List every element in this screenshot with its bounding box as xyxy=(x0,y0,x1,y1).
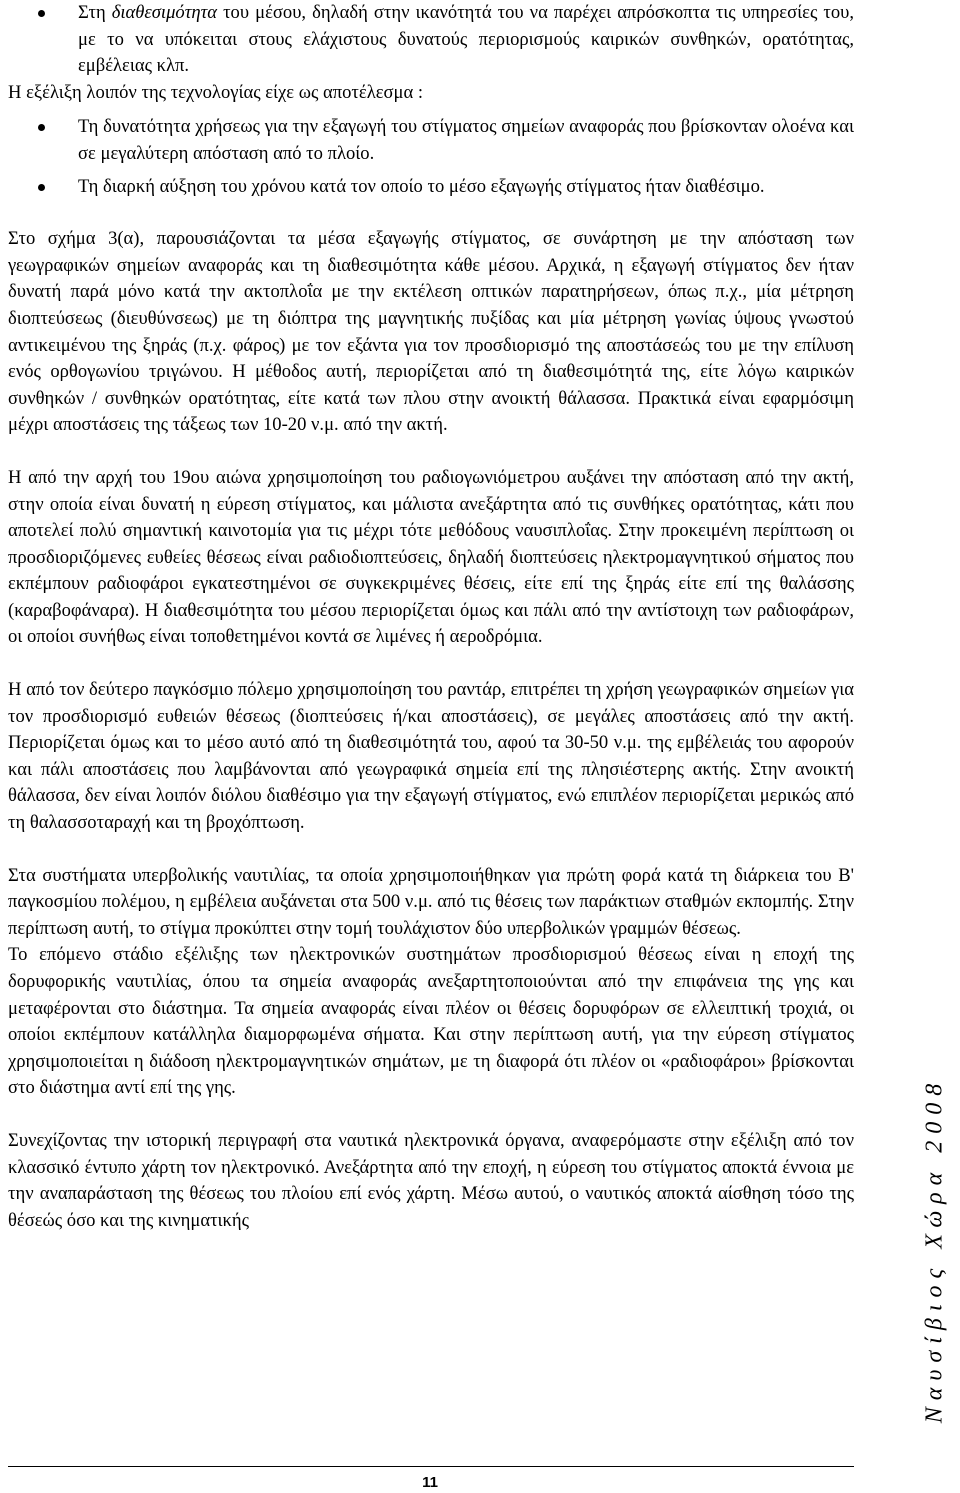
paragraph-radar: Η από τον δεύτερο παγκόσμιο πόλεμο χρησιμοποίηση του ραντάρ, επιτρέπει τη χρήση γεωγραφικών σημείων για τον προσδιορισμό ευθειών θέσεως (διοπτεύσεις ή/και αποστάσεις), σε μεγάλες αποστάσεις από την ακτή. Περιορίζεται όμως και το μέσο αυτό από τη διαθεσιμότητά του, αφού τα 30-50 ν.μ. της εμβέλειάς του αφορούν και πάλι αποστάσεις που λαμβάνονται από γεωγραφικά σημεία επί της πλησιέστερης ακτής. Στην ανοικτή θάλασσα, δεν είναι λοιπόν διόλου διαθέσιμο για την εξαγωγή στίγματος, ενώ επιπλέον περιορίζεται μερικώς από τη θαλασσοταραχή και τη βροχόπτωση. xyxy=(8,679,854,834)
intro-line: Η εξέλιξη λοιπόν της τεχνολογίας είχε ως αποτέλεσμα : xyxy=(8,81,424,103)
paragraph-electronic-charts: Συνεχίζοντας την ιστορική περιγραφή στα ναυτικά ηλεκτρονικά όργανα, αναφερόμαστε στην εξέλιξη από τον κλασσικό έντυπο χάρτη τον ηλεκτρονικό. Ανεξάρτητα από την εποχή, η εύρεση του στίγματος αποκτά έννοια με την αναπαράσταση της θέσεως του πλοίου επί ενός χάρτη. Μέσω αυτού, ο ναυτικός αποκτά αίσθηση τόσο της θέσεώς όσο και της κινηματικής xyxy=(8,1129,854,1231)
results-bullet-list xyxy=(8,114,854,200)
paragraph-visual-methods: Στο σχήμα 3(α), παρουσιάζονται τα μέσα εξαγωγής στίγματος, σε συνάρτηση με την απόσταση των γεωγραφικών σημείων αναφοράς και τη διαθεσιμότητα κάθε μέσου. Αρχικά, η εξαγωγή στίγματος δεν ήταν δυνατή παρά μόνο κατά την ακτοπλοΐα με την εκτέλεση οπτικών παρατηρήσεων, όπως π.χ., μία μέτρηση διοπτεύσεως (διευθύνσεως) με τη διόπτρα της μαγνητικής πυξίδας και μία μέτρηση γωνίας ύψους γνωστού αντικειμένου της ξηράς (π.χ. φάρος) με τον εξάντα για τον προσδιορισμό της αποστάσεώς του με την επίλυση ενός ορθογωνίου τριγώνου. Η μέθοδος αυτή, περιορίζεται από τη διαθεσιμότητά της, είτε λόγω καιρικών συνθηκών / συνθηκών ορατότητας, είτε κατά των πλου στην ανοικτή θάλασσα. Πρακτικά είναι εφαρμόσιμη μέχρι αποστάσεις της τάξεως των 10-20 ν.μ. από την ακτή. xyxy=(8,228,854,436)
spacer xyxy=(8,1102,854,1128)
availability-bullet-list xyxy=(8,0,854,80)
bullet-text: Τη δυνατότητα χρήσεως για την εξαγωγή του στίγματος σημείων αναφοράς που βρίσκονταν ολοένα και σε μεγαλύτερη απόσταση από το πλοίο. xyxy=(78,116,854,164)
bullet-dot-icon xyxy=(38,184,45,191)
spacer xyxy=(8,439,854,465)
bullet-text: Τη διαρκή αύξηση του χρόνου κατά τον οποίο το μέσο εξαγωγής στίγματος ήταν διαθέσιμο. xyxy=(78,175,765,197)
bullet-dot-icon xyxy=(38,10,45,17)
text-column xyxy=(8,0,854,1234)
bullet-italic-term: διαθεσιμότητα xyxy=(111,2,218,23)
footer-divider xyxy=(8,1466,854,1467)
bullet-item-duration xyxy=(8,174,854,201)
bullet-item-range xyxy=(8,114,854,167)
spacer xyxy=(8,837,854,863)
spacer xyxy=(8,200,854,226)
bullet-text-rest: του μέσου, δηλαδή στην ικανότητά του να παρέχει απρόσκοπτα τις υπηρεσίες του, με το να υπόκειται στους ελάχιστους δυνατούς περιορισμούς καιρικών συνθηκών, ορατότητας, εμβέλειας κλπ. xyxy=(78,2,854,77)
bullet-dot-icon xyxy=(38,124,45,131)
bullet-item-availability xyxy=(8,0,854,80)
paragraph-radio-direction-finder: Η από την αρχή του 19ου αιώνα χρησιμοποίηση του ραδιογωνιόμετρου αυξάνει την απόσταση από την ακτή, στην οποία είναι δυνατή η εύρεση στίγματος, και μάλιστα ανεξάρτητα από τις συνθήκες ορατότητας, κάτι που αποτελεί πολύ σημαντική καινοτομία για τις μέχρι τότε μεθόδους ναυσιπλοΐας. Στην προκειμένη περίπτωση οι προσδιοριζόμενες ευθείες θέσεως είναι ραδιοδιοπτεύσεις, δηλαδή διοπτεύσεις ηλεκτρομαγνητικού σήματος που εκπέμπουν ραδιοφάροι εγκατεστημένοι σε συγκεκριμένες θέσεις, είτε επί της ξηράς είτε επί της θαλάσσης (καραβοφάναρα). Η διαθεσιμότητα του μέσου περιορίζεται όμως και πάλι από την αντίστοιχη των ραδιοφάρων, οι οποίοι συνήθως είναι τοποθετημένοι κοντά σε λιμένες ή αεροδρόμια. xyxy=(8,466,854,648)
paragraph-satellite: Το επόμενο στάδιο εξέλιξης των ηλεκτρονικών συστημάτων προσδιορισμού θέσεως είναι η εποχή της δορυφορικής ναυτιλίας, όπου τα σημεία αναφοράς ανεξαρτητοποιούνται από την επιφάνεια της γης και μεταφέρονται στο διάστημα. Τα σημεία αναφοράς είναι πλέον οι θέσεις δορυφόρων σε ελλειπτική τροχιά, οι οποίοι εκπέμπουν κατάλληλα διαμορφωμένα σήματα. Και στην περίπτωση αυτή, για την εύρεση στίγματος χρησιμοποιείται η διάδοση ηλεκτρομαγνητικών σημάτων, με τη διαφορά ότι πλέον οι «ραδιοφάροι» βρίσκονται στο διάστημα αντί επί της γης. xyxy=(8,944,854,1099)
page-number: 11 xyxy=(422,1474,438,1491)
side-label-container xyxy=(910,1060,960,1440)
side-label: Ναυσίβιος Χώρα 2008 xyxy=(921,1076,948,1424)
paragraph-hyperbolic: Στα συστήματα υπερβολικής ναυτιλίας, τα οποία χρησιμοποιήθηκαν για πρώτη φορά κατά τη διάρκεια του Β' παγκοσμίου πολέμου, η εμβέλεια αυξάνεται στα 500 ν.μ. από τις θέσεις των παράκτιων σταθμών εκπομπής. Στην περίπτωση αυτή, το στίγμα προκύπτει στην τομή τουλάχιστον δύο υπερβολικών γραμμών θέσεως. xyxy=(8,864,854,939)
spacer xyxy=(8,651,854,677)
bullet-text-start: Στη xyxy=(78,2,112,23)
